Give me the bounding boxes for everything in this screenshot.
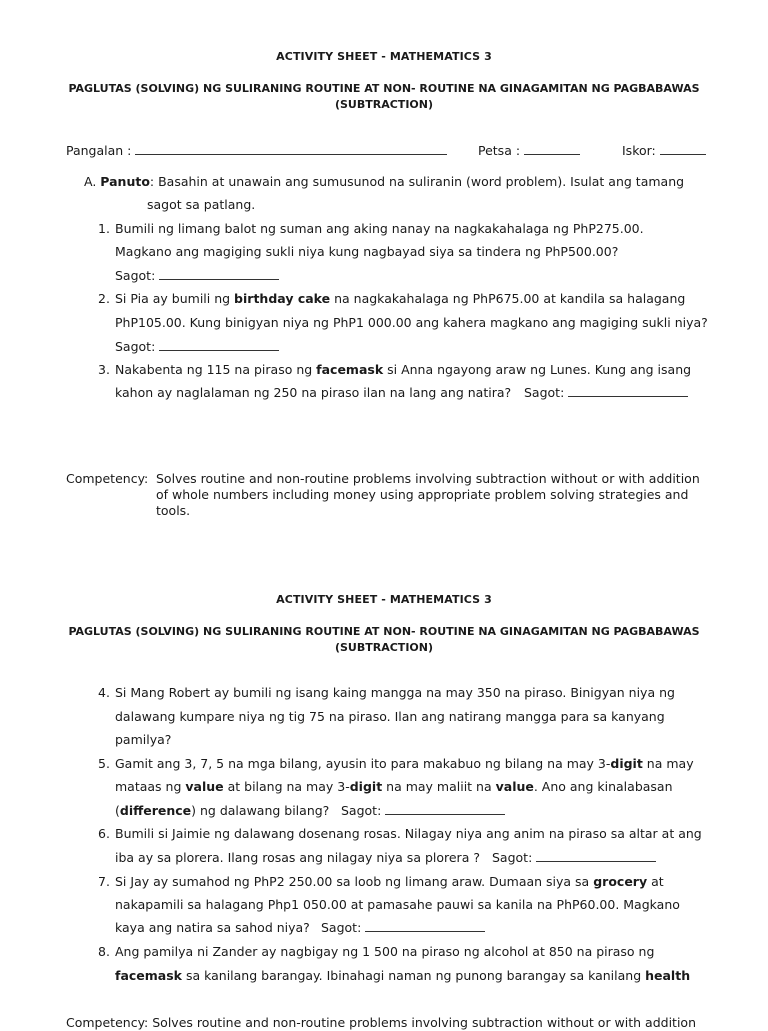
q1-number: 1. <box>98 221 110 236</box>
q3-answer-blank[interactable] <box>568 385 688 397</box>
q3-bold-term: facemask <box>316 362 384 377</box>
q5-l2-g: . Ano ang kinalabasan <box>533 779 673 794</box>
instruction-text: : Basahin at unawain ang sumusunod na suliranin (word problem). Isulat ang tamang <box>149 174 685 189</box>
q5-answer-label: Sagot: <box>341 803 382 818</box>
q1-answer-label: Sagot: <box>115 268 156 283</box>
score-blank[interactable] <box>660 143 706 155</box>
q2-answer-blank[interactable] <box>159 339 279 351</box>
q5-bold-digit: digit <box>610 756 643 771</box>
date-blank[interactable] <box>524 143 580 155</box>
competency-partial: Competency: Solves routine and non-routine problems involving subtraction without or with addition <box>66 1015 696 1030</box>
instruction-line1 <box>84 174 684 190</box>
q2-text-c: na nagkakahalaga ng PhP675.00 at kandila sa halagang <box>330 291 686 306</box>
score-label: Iskor: <box>622 143 656 158</box>
q5-text-c: na may <box>642 756 694 771</box>
q7-line1 <box>115 874 664 890</box>
q5-l2-bold-value2: value <box>495 779 534 794</box>
sheet1-title: ACTIVITY SHEET - MATHEMATICS 3 <box>276 50 492 63</box>
q3-line1 <box>115 362 691 378</box>
q8-line1: Ang pamilya ni Zander ay nagbigay ng 1 500 na piraso ng alcohol at 850 na piraso ng <box>115 944 655 959</box>
name-blank[interactable] <box>135 143 447 155</box>
q2-bold-term: birthday cake <box>234 291 331 306</box>
q2-answer-label: Sagot: <box>115 339 156 354</box>
sheet2-subtitle-line1: PAGLUTAS (SOLVING) NG SULIRANING ROUTINE AT NON- ROUTINE NA GINAGAMITAN NG PAGBABAWAS <box>68 625 700 638</box>
instruction-line2: sagot sa patlang. <box>147 197 256 212</box>
q5-line2 <box>115 779 673 795</box>
q4-line2: dalawang kumpare niya ng tig 75 na piraso. Ilan ang natirang mangga para sa kanyang <box>115 709 665 724</box>
q4-number: 4. <box>98 685 110 700</box>
q6-answer <box>492 850 656 866</box>
sheet2-title: ACTIVITY SHEET - MATHEMATICS 3 <box>276 593 492 606</box>
date-field <box>478 143 580 159</box>
competency-line3: tools. <box>156 503 191 518</box>
q4-line3: pamilya? <box>115 732 172 747</box>
q3-answer <box>524 385 688 401</box>
competency-line1: Solves routine and non-routine problems involving subtraction without or with addition <box>156 471 700 486</box>
competency-label: Competency: <box>66 471 149 486</box>
q6-answer-label: Sagot: <box>492 850 533 865</box>
q7-number: 7. <box>98 874 110 889</box>
q5-l2-a: mataas ng <box>115 779 186 794</box>
q8-number: 8. <box>98 944 110 959</box>
sheet1-subtitle-line2: (SUBTRACTION) <box>334 98 433 111</box>
q5-text-a: Gamit ang 3, 7, 5 na mga bilang, ayusin ito para makabuo ng bilang na may 3- <box>115 756 611 771</box>
name-field <box>66 143 447 159</box>
q6-line2: iba ay sa plorera. Ilang rosas ang nilagay niya sa plorera ? <box>115 850 480 865</box>
q1-line1: Bumili ng limang balot ng suman ang aking nanay na nagkakahalaga ng PhP275.00. <box>115 221 644 236</box>
score-field <box>622 143 706 159</box>
q7-bold-grocery: grocery <box>593 874 648 889</box>
q8-text-b: sa kanilang barangay. Ibinahagi naman ng punong barangay sa kanilang <box>181 968 646 983</box>
q5-answer-blank[interactable] <box>385 803 505 815</box>
sheet2-subtitle <box>40 624 728 656</box>
q2-line2: PhP105.00. Kung binigyan niya ng PhP1 000.00 ang kahera magkano ang magiging sukli niya? <box>115 315 708 330</box>
q6-line1: Bumili si Jaimie ng dalawang dosenang rosas. Nilagay niya ang anim na piraso sa altar at ang <box>115 826 702 841</box>
q5-l2-e: na may maliit na <box>382 779 496 794</box>
q5-l2-c: at bilang na may 3- <box>223 779 350 794</box>
q5-number: 5. <box>98 756 110 771</box>
sheet1-subtitle <box>40 81 728 113</box>
q5-l3-a: ( <box>115 803 120 818</box>
q4-line1: Si Mang Robert ay bumili ng isang kaing mangga na may 350 na piraso. Binigyan niya ng <box>115 685 675 700</box>
q1-answer <box>115 268 279 284</box>
q5-l2-bold-digit: digit <box>349 779 383 794</box>
q7-line2: nakapamili sa halagang Php1 050.00 at pamasahe pauwi sa kanila na PhP60.00. Magkano <box>115 897 680 912</box>
sheet2-subtitle-line2: (SUBTRACTION) <box>334 641 433 654</box>
competency-text <box>156 471 700 519</box>
q5-l3-bold-difference: difference <box>119 803 192 818</box>
q5-line1 <box>115 756 694 772</box>
q3-text-c: si Anna ngayong araw ng Lunes. Kung ang isang <box>383 362 692 377</box>
instruction-bold: Panuto <box>100 174 150 189</box>
q7-answer-label: Sagot: <box>321 920 362 935</box>
q2-number: 2. <box>98 291 110 306</box>
q8-bold-health: health <box>645 968 691 983</box>
q1-line2: Magkano ang magiging sukli niya kung nagbayad siya sa tindera ng PhP500.00? <box>115 244 619 259</box>
q1-answer-blank[interactable] <box>159 268 279 280</box>
q8-bold-facemask: facemask <box>115 968 182 983</box>
q7-answer-blank[interactable] <box>365 920 485 932</box>
instruction-letter: A. <box>84 174 97 189</box>
q6-answer-blank[interactable] <box>536 850 656 862</box>
q7-text-c: at <box>647 874 664 889</box>
q7-answer <box>321 920 485 936</box>
q3-text-a: Nakabenta ng 115 na piraso ng <box>115 362 317 377</box>
date-label: Petsa : <box>478 143 521 158</box>
q2-line1 <box>115 291 685 307</box>
competency-line2: of whole numbers including money using appropriate problem solving strategies and <box>156 487 689 502</box>
q7-text-a: Si Jay ay sumahod ng PhP2 250.00 sa loob ng limang araw. Dumaan siya sa <box>115 874 594 889</box>
q5-l3-c: ) ng dalawang bilang? <box>191 803 330 818</box>
sheet1-subtitle-line1: PAGLUTAS (SOLVING) NG SULIRANING ROUTINE AT NON- ROUTINE NA GINAGAMITAN NG PAGBABAWAS <box>68 82 700 95</box>
name-label: Pangalan : <box>66 143 132 158</box>
q3-answer-label: Sagot: <box>524 385 565 400</box>
q3-line2: kahon ay naglalaman ng 250 na piraso ilan na lang ang natira? <box>115 385 512 400</box>
q8-line2 <box>115 968 690 984</box>
q5-line3 <box>115 803 329 819</box>
q2-text-a: Si Pia ay bumili ng <box>115 291 235 306</box>
q7-line3: kaya ang natira sa sahod niya? <box>115 920 310 935</box>
q6-number: 6. <box>98 826 110 841</box>
q5-l2-bold-value: value <box>185 779 224 794</box>
q2-answer <box>115 339 279 355</box>
q5-answer <box>341 803 505 819</box>
q3-number: 3. <box>98 362 110 377</box>
